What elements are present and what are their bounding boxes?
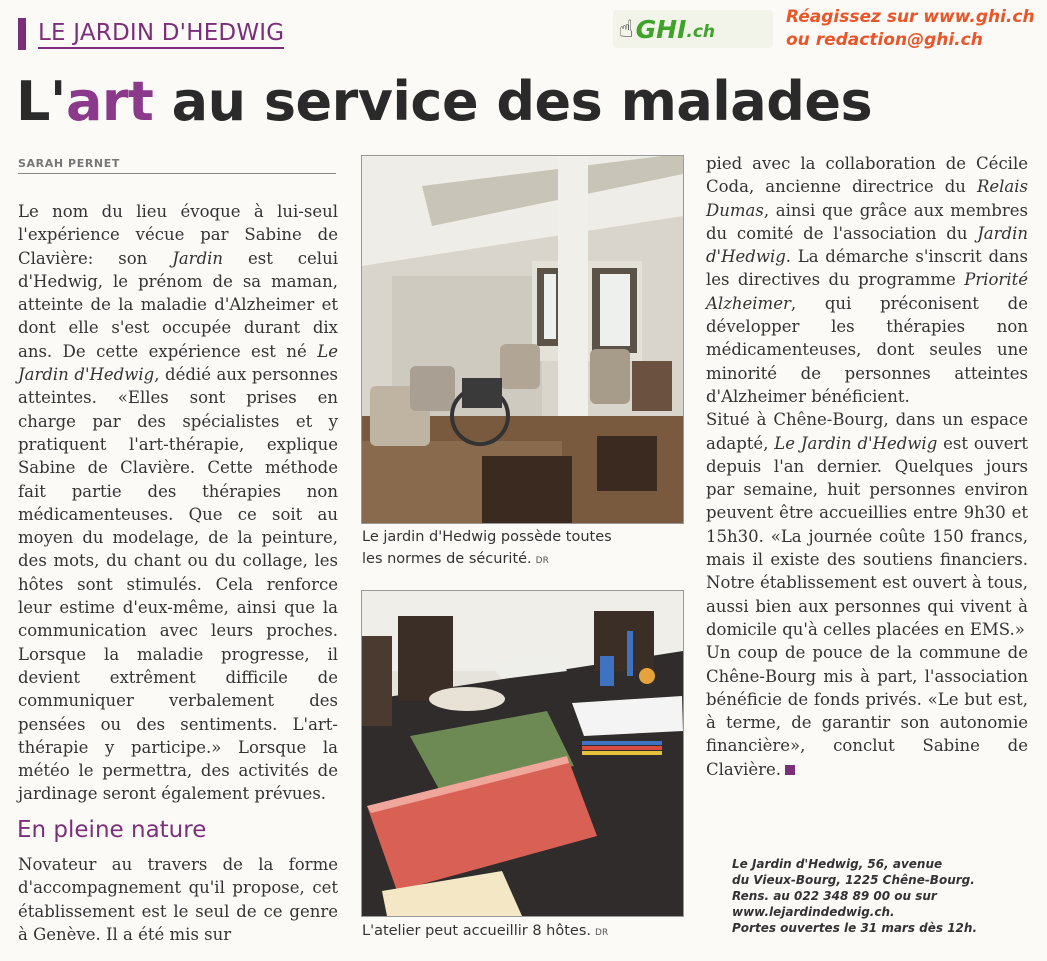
- text-run: , ainsi que grâce aux membres du comité de l'association du: [706, 200, 1028, 243]
- text-run-italic: Le Jardin d'Hedwig: [774, 433, 938, 453]
- caption-line-1: Le jardin d'Hedwig possède toutes: [362, 529, 612, 545]
- headline-accent: art: [65, 70, 154, 133]
- article-column-3: [706, 152, 1028, 781]
- address-line: Le Jardin d'Hedwig, 56, avenue: [732, 857, 943, 871]
- section-rubric: [18, 18, 284, 50]
- end-mark-icon: [785, 765, 795, 775]
- text-run: , dédié aux personnes atteintes. «Elles sont prises en charge par des spécialistes et y pratiquent l'art-thérapie, explique Sabine de Clavière. Cette méthode fait partie des thérapies non médicamenteuses. Que ce soit au moyen du modelage, de la peinture, des mots, du chant ou du collage, les hôtes sont stimulés. Cela renforce leur estime d'eux-même, ainsi que la communication avec leurs proches. Lorsque la maladie progresse, il devient extrêment difficile de communiquer verbalement des pensées ou des sentiments. L'art-thérapie y participe.» Lorsque la météo le permettra, des activités de jardinage seront également prévues.: [18, 365, 339, 804]
- address-website[interactable]: www.lejardindedwig.ch.: [732, 905, 895, 919]
- address-block: [732, 856, 977, 936]
- photo-credit: DR: [595, 928, 609, 938]
- text-run-italic: Jardin d'Hedwig: [706, 223, 1028, 267]
- byline: SARAH PERNET: [18, 157, 336, 174]
- text-run: , qui préconisent de développer les thérapies non médicamenteuses, dont seules une minorité de personnes atteintes d'Alzheimer bénéficient.: [706, 293, 1028, 406]
- living-room-illustration: [362, 156, 683, 523]
- text-run: est ouvert depuis l'an dernier. Quelques jours par semaine, huit personnes environ peuvent être accueillies entre 9h30 et 15h30. «La journée coûte 150 francs, mais il existe des soutiens financiers. Notre établissement est ouvert à tous, aussi bien aux personnes qui vivent à domicile qu'à celles placées en EMS.»: [706, 433, 1028, 639]
- article-headline: [16, 70, 872, 133]
- text-run: . La démarche s'inscrit dans les directives du programme: [706, 247, 1028, 290]
- text-run-italic: Jardin: [172, 248, 224, 268]
- logo-tld: .ch: [686, 22, 716, 42]
- ghi-logo[interactable]: [613, 10, 773, 48]
- column-3-paragraph-3: [706, 641, 1028, 781]
- caption-text: L'atelier peut accueillir 8 hôtes.: [362, 923, 592, 939]
- text-run: Situé à Chêne-Bourg, dans un espace adapté,: [706, 410, 1028, 453]
- caption-text: les normes de sécurité.: [362, 551, 532, 567]
- contact-line-2[interactable]: ou redaction@ghi.ch: [786, 30, 983, 50]
- contact-block: [786, 6, 1035, 52]
- logo-brand: GHI: [635, 14, 687, 44]
- text-run-italic: Le Jardin d'Hedwig: [18, 341, 338, 385]
- text-run: pied avec la collaboration de Cécile Coda, ancienne directrice du: [706, 154, 1028, 197]
- photo-2-caption: [362, 920, 608, 944]
- article-column-1-continued: Novateur au travers de la forme d'accompagnement qu'il propose, cet établissement est le seul de ce genre à Genève. Il a été mis sur: [18, 855, 338, 944]
- column-3-paragraph-1: [706, 152, 1028, 408]
- column-1-paragraph: [18, 200, 338, 806]
- photo-workshop: [361, 590, 684, 917]
- workshop-illustration: [362, 591, 683, 916]
- text-run: est celui d'Hedwig, le prénom de sa maman, atteinte de la maladie d'Alzheimer et dont elle s'est occupée durant dix ans. De cette expérience est né: [18, 248, 338, 361]
- headline-post: au service des malades: [153, 70, 873, 133]
- address-phone: Rens. au 022 348 89 00 ou sur: [732, 889, 937, 903]
- photo-living-room: [361, 155, 684, 524]
- text-run-italic: Priorité Alzheimer: [706, 270, 1028, 313]
- address-open-house: Portes ouvertes le 31 mars dès 12h.: [732, 921, 978, 935]
- pointing-hand-icon: ☝: [619, 15, 634, 43]
- article-column-1: [18, 200, 338, 806]
- photo-credit: DR: [535, 556, 549, 566]
- headline-pre: L': [16, 70, 66, 133]
- photo-1-caption: [362, 526, 612, 572]
- subheading: En pleine nature: [17, 817, 207, 843]
- column-3-paragraph-2: [706, 408, 1028, 641]
- text-run-italic: Relais Dumas: [706, 177, 1028, 220]
- rubric-label: LE JARDIN D'HEDWIG: [38, 19, 284, 49]
- text-run: Le nom du lieu évoque à lui-seul l'expérience vécue par Sabine de Clavière: son: [18, 202, 338, 268]
- caption-line-2: [362, 548, 612, 572]
- address-line: du Vieux-Bourg, 1225 Chêne-Bourg.: [732, 873, 975, 887]
- text-run: Un coup de pouce de la commune de Chêne-Bourg mis à part, l'association bénéficie de fonds privés. «Le but est, à terme, de garantir son autonomie financière», conclut Sabine de Clavière.: [706, 643, 1028, 779]
- rubric-bar: [18, 18, 26, 50]
- contact-line-1[interactable]: Réagissez sur www.ghi.ch: [786, 7, 1035, 27]
